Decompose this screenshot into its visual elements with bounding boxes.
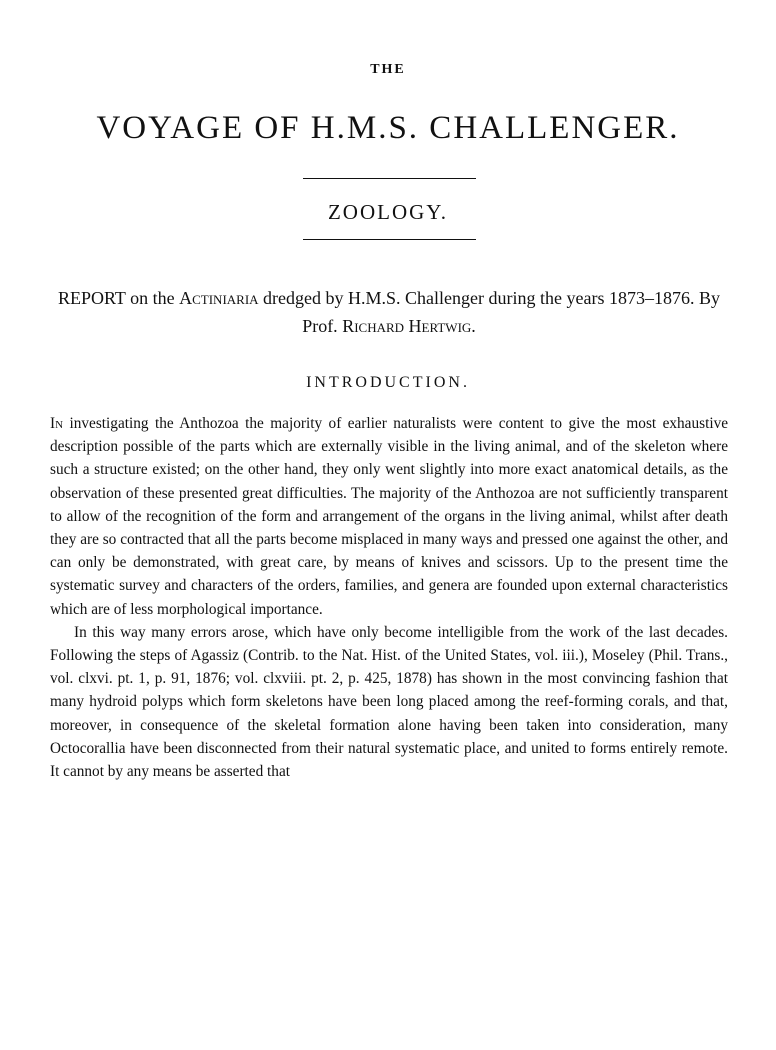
report-text-end: . [471,316,476,336]
introduction-heading: INTRODUCTION. [306,374,470,391]
paragraph-1-lead: In [50,415,64,432]
top-divider [303,178,476,179]
page-title: VOYAGE OF H.M.S. CHALLENGER. [96,110,680,146]
introduction-body [50,412,728,783]
paragraph-1 [50,412,728,621]
report-author: Richard Hertwig [342,316,472,336]
bottom-divider [303,239,476,240]
pre-title: THE [370,62,406,77]
report-heading [54,284,724,340]
report-text-lead: REPORT on the [58,288,175,308]
paragraph-1-text: investigating the Anthozoa the majority of earlier naturalists were content to give the most exhaustive description possible of the parts which are externally visible in the living animal, and of the skeleton where such a structure existed; on the other hand, they only went slightly into more exact anatomical details, as the observation of these presented great difficulties. The majority of the Anthozoa are not sufficiently transparent to allow of the recognition of the form and arrangement of the organs in the living animal, whilst after death they are so contracted that all the parts become misplaced in many ways and pressed one against the other, and can only be demonstrated, with great care, by means of knives and scissors. Up to the present time the systematic survey and characters of the orders, families, and genera are founded upon external characteristics which are of less morphological importance. [50,415,729,618]
paragraph-2: In this way many errors arose, which have only become intelligible from the work of the last decades. Following the steps of Agassiz (Contrib. to the Nat. Hist. of the United States, vol. iii.), Moseley (Phil. Trans., vol. clxvi. pt. 1, p. 91, 1876; vol. clxviii. pt. 2, p. 425, 1878) has shown in the most convincing fashion that many hydroid polyps which form skeletons have been long placed among the reef-forming corals, and that, moreover, in consequence of the skeletal formation alone having been taken into consideration, many Octocorallia have been disconnected from their natural systematic place, and united to forms entirely remote. It cannot by any means be asserted that [50,623,728,781]
report-text-middle: dredged by H.M.S. Challenger during the years 1873–1876. By Prof. [263,288,720,336]
section-title: ZOOLOGY. [327,200,449,224]
report-taxon: Actiniaria [179,288,259,308]
